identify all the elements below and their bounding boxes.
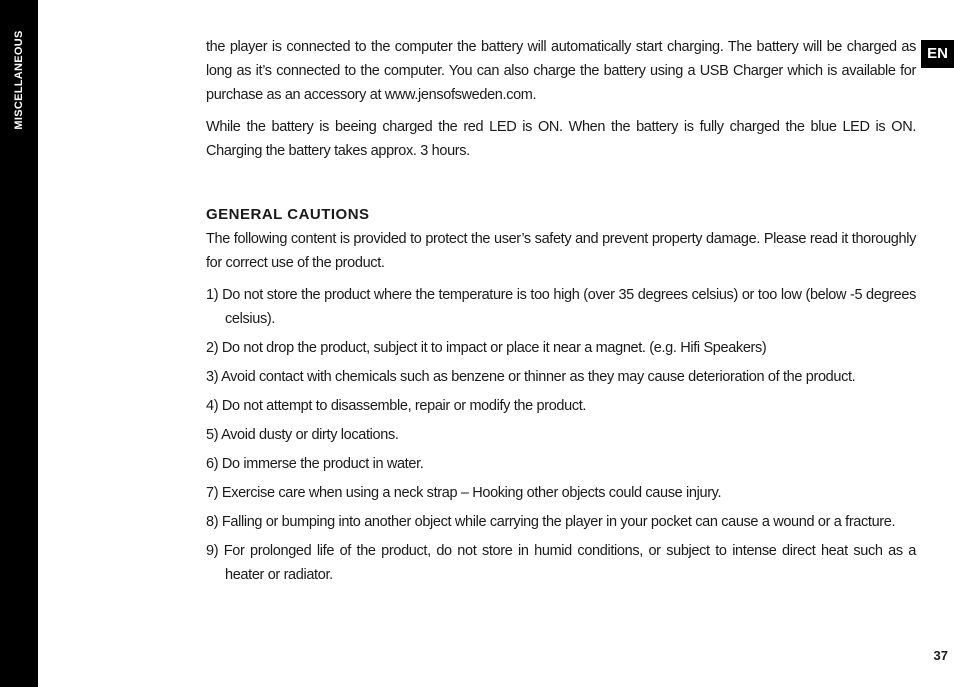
page-number: 37 bbox=[933, 648, 948, 663]
list-item: 1) Do not store the product where the temperature is too high (over 35 degrees celsius) or too low (below -5 degrees celsius). bbox=[206, 287, 916, 327]
cautions-list bbox=[206, 283, 916, 587]
language-tab: EN bbox=[921, 40, 954, 68]
side-bar bbox=[0, 0, 38, 687]
body-paragraph: While the battery is beeing charged the red LED is ON. When the battery is fully charged the blue LED is ON. Charging the battery takes approx. 3 hours. bbox=[206, 119, 916, 159]
list-item: 7) Exercise care when using a neck strap – Hooking other objects could cause injury. bbox=[206, 485, 722, 501]
list-item: 8) Falling or bumping into another object while carrying the player in your pocket can cause a wound or a fracture. bbox=[206, 514, 896, 530]
list-item: 5) Avoid dusty or dirty locations. bbox=[206, 427, 399, 443]
section-heading: GENERAL CAUTIONS bbox=[206, 206, 370, 223]
body-paragraph: the player is connected to the computer the battery will automatically start charging. The battery will be charged as long as it’s connected to the computer. You can also charge the battery using a USB Charger which is available for purchase as an accessory at www.jensofsweden.com. bbox=[206, 39, 916, 103]
page-content bbox=[206, 35, 916, 592]
list-item: 6) Do immerse the product in water. bbox=[206, 456, 424, 472]
list-item: 9) For prolonged life of the product, do not store in humid conditions, or subject to intense direct heat such as a heater or radiator. bbox=[206, 543, 916, 583]
list-item: 3) Avoid contact with chemicals such as benzene or thinner as they may cause deterioration of the product. bbox=[206, 369, 856, 385]
section-intro: The following content is provided to protect the user’s safety and prevent property damage. Please read it thoroughly for correct use of the product. bbox=[206, 231, 916, 271]
list-item: 4) Do not attempt to disassemble, repair or modify the product. bbox=[206, 398, 587, 414]
section-side-label: MISCELLANEOUS bbox=[13, 30, 25, 130]
list-item: 2) Do not drop the product, subject it to impact or place it near a magnet. (e.g. Hifi Speakers) bbox=[206, 340, 767, 356]
